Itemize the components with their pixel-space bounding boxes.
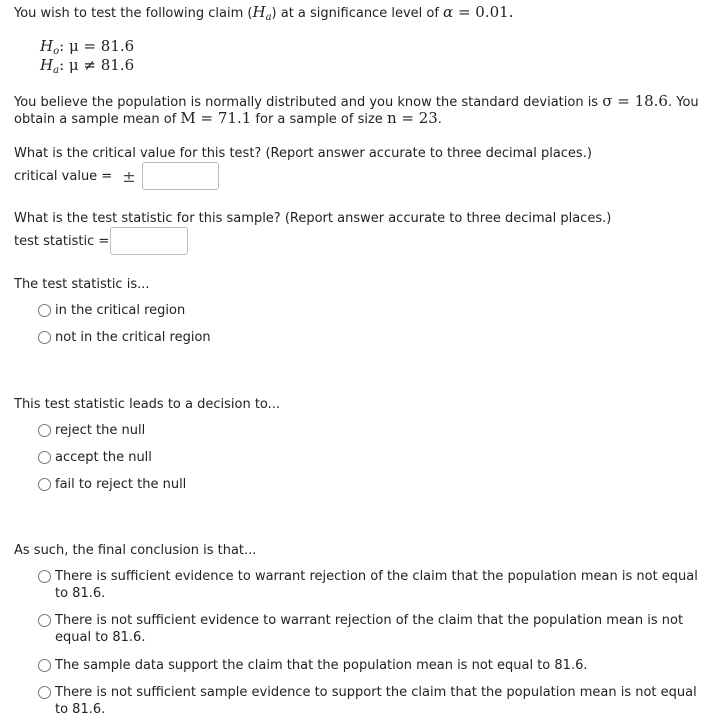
radio-button[interactable] (38, 659, 51, 672)
n-value: n = 23 (386, 109, 438, 127)
conclusion-question: As such, the final conclusion is that... (14, 543, 257, 558)
intro-mid: ) at a significance level of (271, 6, 444, 21)
intro-prefix: You wish to test the following claim ( (14, 6, 253, 21)
region-question: The test statistic is... (14, 277, 150, 292)
radio-button[interactable] (38, 686, 51, 699)
test-stat-question: What is the test statistic for this sample? (Report answer accurate to three decimal places.) (14, 211, 612, 226)
radio-button[interactable] (38, 304, 51, 317)
radio-button[interactable] (38, 424, 51, 437)
region-option[interactable]: in the critical region (38, 302, 185, 319)
radio-button[interactable] (38, 570, 51, 583)
critical-value-input[interactable] (142, 162, 219, 190)
radio-button[interactable] (38, 614, 51, 627)
radio-button[interactable] (38, 451, 51, 464)
radio-button[interactable] (38, 478, 51, 491)
alternative-hypothesis: $H_a$: μ ≠ 81.6 (40, 56, 135, 76)
test-stat-label: test statistic = (14, 233, 110, 249)
test-statistic-input[interactable] (110, 227, 188, 255)
sigma-value: σ = 18.6 (602, 92, 668, 110)
decision-option[interactable]: reject the null (38, 422, 145, 439)
claim-symbol: $H_a$ (252, 3, 272, 23)
decision-option[interactable]: fail to reject the null (38, 476, 186, 493)
conclusion-option[interactable]: There is not sufficient sample evidence to support the claim that the population mean is not equal to 81.6. (38, 684, 704, 718)
belief-line-1: You believe the population is normally distributed and you know the standard deviation is σ = 18.6. You (14, 92, 699, 110)
test-stat-row (14, 227, 188, 255)
intro-line (14, 4, 513, 26)
region-option[interactable]: not in the critical region (38, 329, 211, 346)
conclusion-option[interactable]: There is not sufficient evidence to warrant rejection of the claim that the population mean is not equal to 81.6. (38, 612, 698, 646)
decision-option[interactable]: accept the null (38, 449, 152, 466)
decision-question: This test statistic leads to a decision to... (14, 397, 281, 412)
belief-line-2: obtain a sample mean of M = 71.1 for a sample of size n = 23. (14, 109, 442, 127)
alpha-value: α = 0.01. (443, 3, 514, 21)
radio-button[interactable] (38, 331, 51, 344)
conclusion-option[interactable]: There is sufficient evidence to warrant rejection of the claim that the population mean is not equal to 81.6. (38, 568, 706, 602)
plus-minus-symbol: ± (122, 166, 136, 186)
null-hypothesis: $H_o$: μ = 81.6 (40, 37, 135, 57)
conclusion-option[interactable]: The sample data support the claim that the population mean is not equal to 81.6. (38, 657, 706, 674)
critical-question: What is the critical value for this test? (Report answer accurate to three decimal places.) (14, 146, 592, 161)
critical-row (14, 162, 219, 190)
critical-label: critical value = (14, 168, 113, 184)
mean-value: M = 71.1 (180, 109, 252, 127)
